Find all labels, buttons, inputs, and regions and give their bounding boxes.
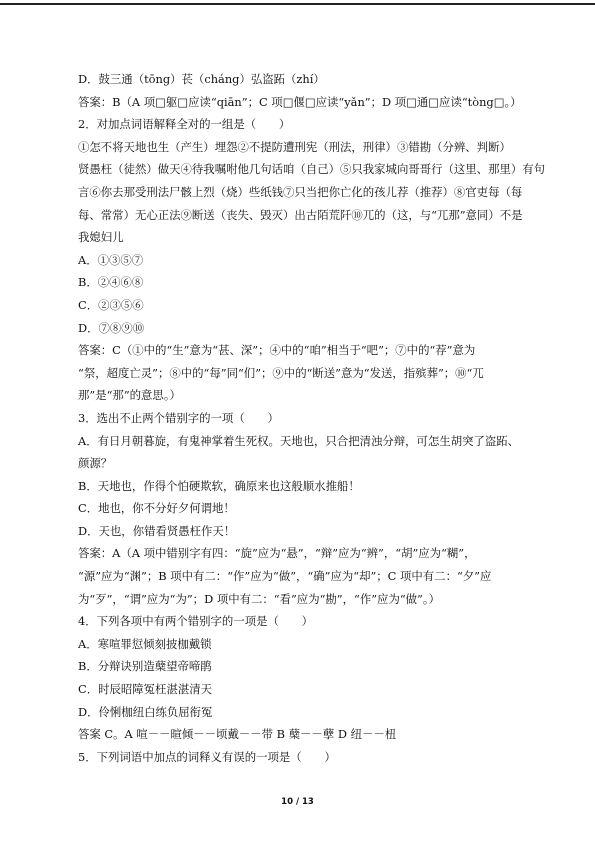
answer-line: 那”是“那”的意思。） [78,388,181,403]
question-3: 3．选出不止两个错别字的一项（ ） [78,410,279,425]
option-c: C．时辰昭障冤枉湛湛清天 [78,682,213,697]
option-c: C．地也，你不分好夕何谓地！ [78,501,235,516]
question-4: 4．下列各项中有两个错别字的一项是（ ） [78,614,314,629]
answer-line: 为“歹”，“谓”应为“为”；D 项中有二：“看”应为“勘”，“作”应为“做”。） [78,591,440,606]
question-2: 2．对加点词语解释全对的一组是（ ） [78,117,291,132]
document-body [78,68,548,768]
option-a-cont: 颜源？ [78,456,113,471]
answer-line: 答案 C。A 喧－－暄倾－－顷戴－－带 B 蘖－－孽 D 纽－－杻 [78,727,397,742]
option-b: B．②④⑥⑧ [78,275,144,290]
passage-line: 贤愚枉（徒然）做天④待我嘱咐他几句话咱（自己）⑤只我家城向哥哥行（这里、那里）有句 [78,162,546,177]
option-c: C．②③⑤⑥ [78,297,144,312]
header-rule [0,3,595,5]
answer-line: “祭，超度亡灵”；⑧中的“每”同“们”；⑨中的“断送”意为“发送，指殡葬”；⑩“兀 [78,365,484,380]
passage-line: 我媳妇儿 [78,230,124,245]
question-5: 5．下列词语中加点的词释义有误的一项是（ ） [78,749,336,764]
passage-line: 每、常常）无心正法⑨断送（丧失、毁灭）出古陌荒阡⑩兀的（这，与“兀那”意同）不是 [78,207,523,222]
option-d: D．⑦⑧⑨⑩ [78,320,145,335]
answer-line: 答案：A（A 项中错别字有四：“旋”应为“悬”，“辩”应为“辨”，“胡”应为“糊”， [78,546,476,561]
page-number: 10 / 13 [281,797,314,807]
option-b: B．天地也，作得个怕硬欺软，确原来也这般顺水推船！ [78,478,360,493]
option-b: B．分辩诀别造蘖望帝啼鹃 [78,659,212,674]
answer-line: “源”应为“渊”；B 项中有二：“作”应为“做”，“确”应为“却”；C 项中有二：“夕”应 [78,569,492,584]
answer-line: 答案：B（A 项□躯□应读“qiān”；C 项□偃□应读“yǎn”；D 项□通□应读“tòng□。） [78,94,522,109]
option-a: A．有日月朝暮旋，有鬼神掌着生死权。天地也，只合把清浊分辩，可怎生胡突了盗跖、 [78,433,520,448]
option-a: A．寒喧罪愆倾刻披枷戴锁 [78,636,212,651]
answer-line: 答案：C（①中的“生”意为“甚、深”；④中的“咱”相当于“吧”；⑦中的“荐”意为 [78,343,476,358]
passage-line: ①怎不将天地也生（产生）埋怨②不提防遭刑宪（刑法，刑律）③错勘（分辨、判断） [78,139,511,154]
option-d: D．天也，你错看贤愚枉作天！ [78,523,236,538]
option-d: D．伶悧枷纽白练负屈衔冤 [78,704,213,719]
passage-line: 言⑥你去那受刑法尸骸上烈（烧）些纸钱⑦只当把你亡化的孩儿荐（推荐）⑧官吏每（每 [78,184,523,199]
option-d-line: D．鼓三通（tōng）苌（cháng）弘盗跖（zhí） [78,72,325,86]
option-a: A．①③⑤⑦ [78,252,144,267]
